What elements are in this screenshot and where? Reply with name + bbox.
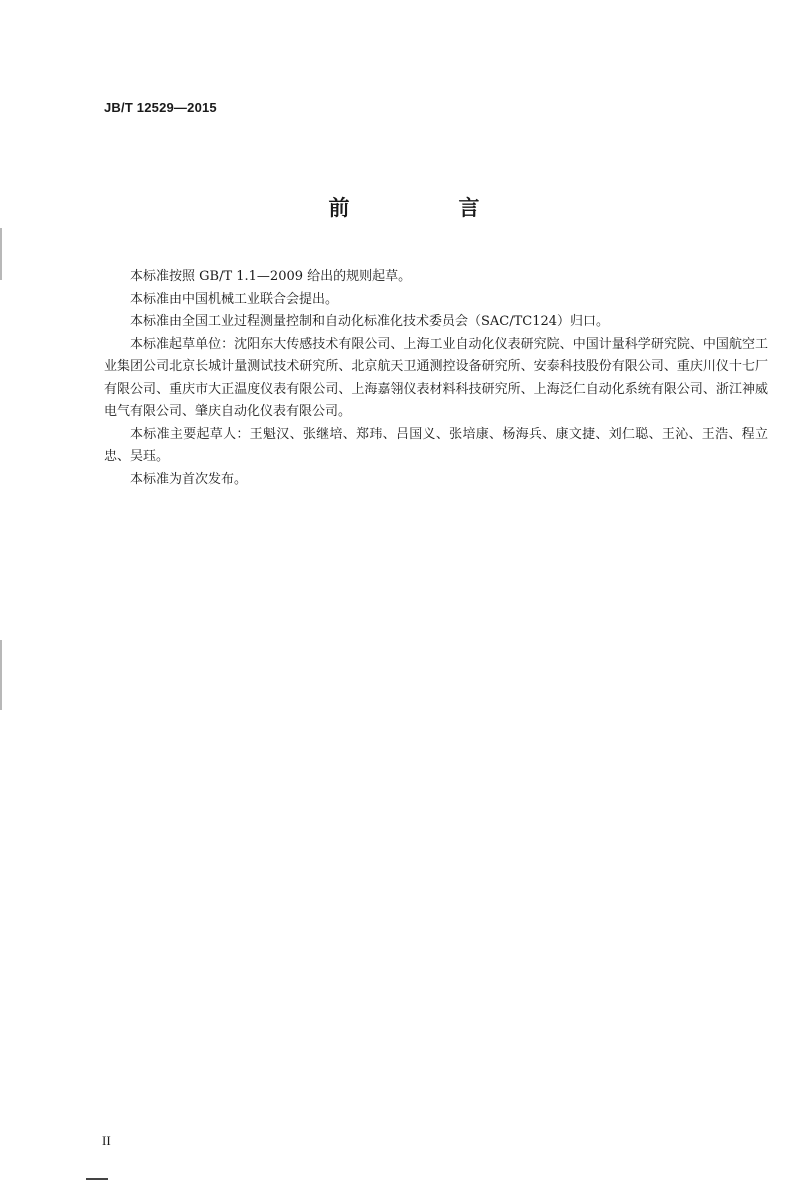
page-edge-mark [0, 228, 2, 280]
foreword-body [104, 266, 768, 491]
paragraph-drafting-organizations: 本标准起草单位：沈阳东大传感技术有限公司、上海工业自动化仪表研究院、中国计量科学研究院、中国航空工业集团公司北京长城计量测试技术研究所、北京航天卫通测控设备研究所、安泰科技股份有限公司、重庆川仪十七厂有限公司、重庆市大正温度仪表有限公司、上海嘉翎仪表材料科技研究所、上海泛仁自动化系统有限公司、浙江神威电气有限公司、肇庆自动化仪表有限公司。 [104, 336, 768, 419]
paragraph-main-drafters: 本标准主要起草人：王魁汉、张继培、郑玮、吕国义、张培康、杨海兵、康文捷、刘仁聪、王沁、王浩、程立忠、吴珏。 [104, 426, 768, 464]
page-edge-mark [0, 640, 2, 710]
paragraph-administered-by: 本标准由全国工业过程测量控制和自动化标准化技术委员会（SAC/TC124）归口。 [130, 314, 610, 329]
standard-code: JB/T 12529—2015 [104, 100, 217, 115]
footer-rule [86, 1178, 108, 1180]
paragraph-proposer: 本标准由中国机械工业联合会提出。 [130, 291, 339, 307]
paragraph-drafting-rules: 本标准按照 GB/T 1.1—2009 给出的规则起草。 [130, 269, 412, 284]
page-number: II [102, 1133, 111, 1148]
paragraph-first-release: 本标准为首次发布。 [130, 471, 248, 487]
page-title: 前 言 [328, 196, 524, 220]
